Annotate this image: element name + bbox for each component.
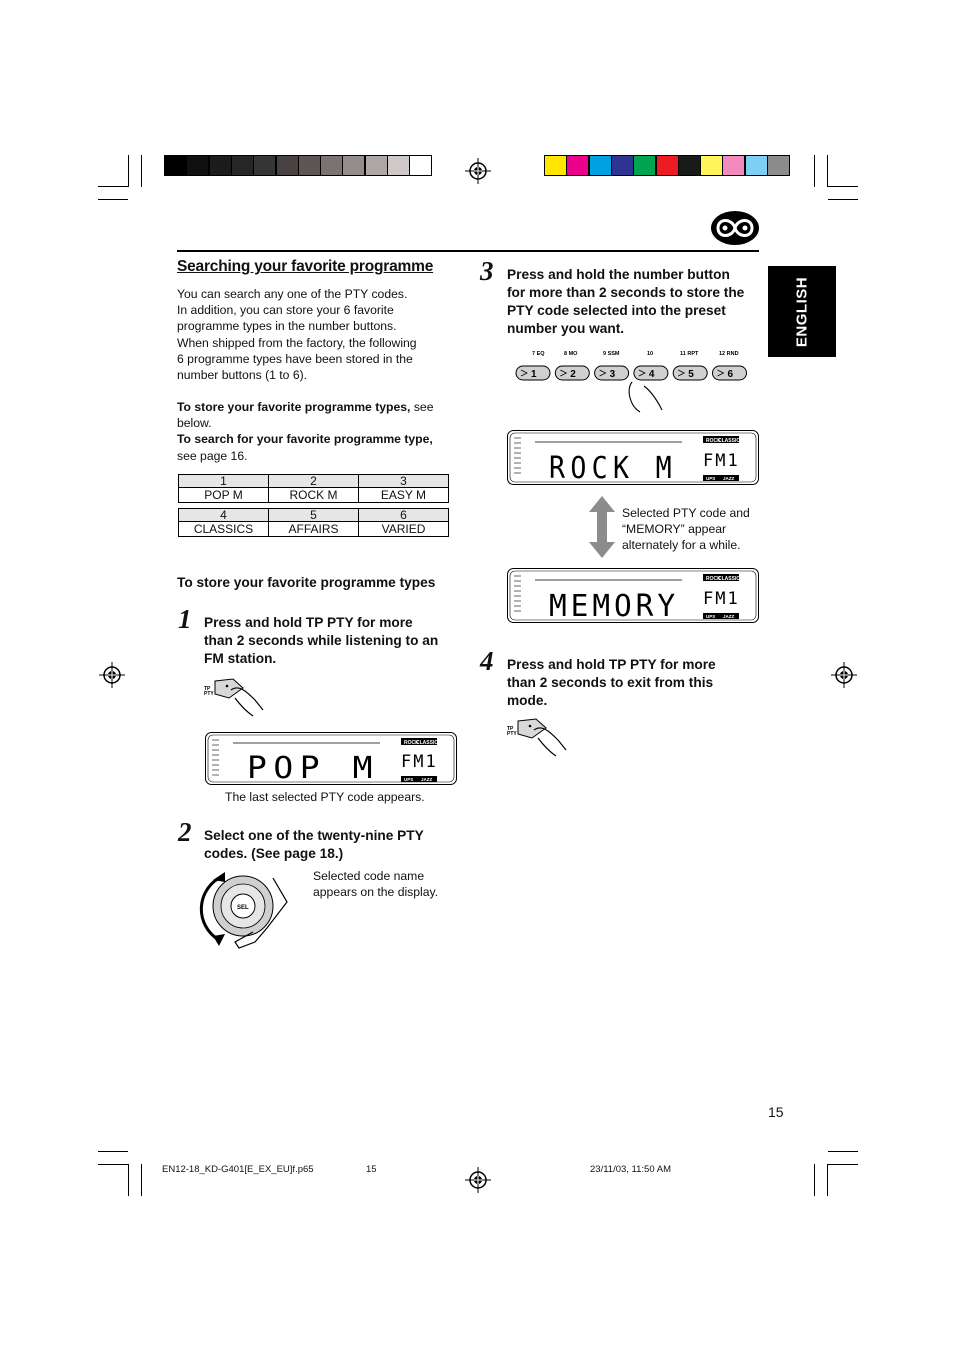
preset-button-label: 6 <box>727 369 734 380</box>
calibration-swatch <box>209 155 232 176</box>
number-button-secondary-label: 10 <box>647 351 654 357</box>
calibration-swatch <box>164 155 187 176</box>
preset-number: 2 <box>269 475 359 488</box>
calibration-swatch <box>253 155 276 176</box>
calibration-swatch <box>656 155 679 176</box>
header-rule <box>177 250 759 252</box>
number-button-secondary-label: 8 MO <box>564 351 578 357</box>
calibration-swatch <box>365 155 388 176</box>
last-selected-caption: The last selected PTY code appears. <box>225 790 425 804</box>
preset-button-label: 5 <box>688 369 694 380</box>
step-number: 2 <box>178 817 192 847</box>
preset-button-3[interactable] <box>595 366 629 380</box>
calibration-swatch <box>589 155 612 176</box>
step-line: Select one of the twenty-nine PTY <box>204 828 424 843</box>
display-band-text: FM1 <box>401 752 438 772</box>
tp-label: TP <box>507 726 514 732</box>
calibration-swatch <box>678 155 701 176</box>
display-pop-m <box>205 732 457 785</box>
preset-button-label: 1 <box>531 369 537 380</box>
mode-label-jazz: JAZZ <box>723 614 735 619</box>
alternating-double-arrow <box>589 496 615 558</box>
preset-number: 1 <box>179 475 269 488</box>
section-tab-label: ENGLISH <box>793 276 811 347</box>
mode-label-jazz: JAZZ <box>421 777 433 782</box>
number-button-secondary-label: 7 EQ <box>532 351 545 357</box>
calibration-swatch <box>611 155 634 176</box>
step-line: Press and hold the number button <box>507 267 730 282</box>
preset-button-label: 4 <box>648 369 655 380</box>
preset-number: 5 <box>269 509 359 522</box>
reference-notes <box>177 399 467 464</box>
step-line: than 2 seconds to exit from this <box>507 675 714 690</box>
step-number: 4 <box>480 646 494 676</box>
intro-line: 6 programme types have been stored in the <box>177 351 413 366</box>
display-main-text: MEMORY <box>549 589 679 624</box>
intro-line: In addition, you can store your 6 favorite <box>177 303 394 318</box>
alternate-caption <box>622 505 772 553</box>
mode-label-classic: CLASSIC <box>718 576 740 582</box>
preset-pty: POP M <box>179 488 269 503</box>
pty-label: PTY <box>204 691 214 697</box>
mode-label-classic: CLASSIC <box>718 438 740 444</box>
intro-line: programme types in the number buttons. <box>177 319 397 334</box>
radio-wave-icon <box>710 210 760 246</box>
footer-page: 15 <box>366 1164 377 1175</box>
step-2-text <box>204 827 464 863</box>
step-line: number you want. <box>507 321 625 336</box>
section-title: Searching your favorite programme <box>177 258 434 275</box>
search-reference-line2: see page 16. <box>177 448 248 463</box>
step-line: for more than 2 seconds to store the <box>507 285 745 300</box>
calibration-swatch <box>186 155 209 176</box>
intro-line: You can search any one of the PTY codes. <box>177 287 408 301</box>
intro-paragraph <box>177 286 467 383</box>
number-button-secondary-label: 12 RND <box>719 351 739 357</box>
registration-mark-right <box>831 662 857 688</box>
search-reference-bold: To search for your favorite programme type, <box>177 432 433 447</box>
calibration-swatch <box>387 155 410 176</box>
calibration-swatch <box>231 155 254 176</box>
calibration-swatch <box>745 155 768 176</box>
page-number: 15 <box>768 1104 784 1120</box>
preset-button-label: 2 <box>570 369 576 380</box>
calibration-swatch <box>633 155 656 176</box>
calibration-swatch <box>767 155 790 176</box>
footer-filename: EN12-18_KD-G401[E_EX_EU]f.p65 <box>162 1164 314 1175</box>
code-name-caption <box>313 868 453 900</box>
calibration-swatch <box>566 155 589 176</box>
section-tab <box>768 266 836 357</box>
store-reference-rest: see <box>410 400 434 414</box>
display-band-text: FM1 <box>703 589 740 609</box>
step-line: FM station. <box>204 651 277 666</box>
step-line: PTY code selected into the preset <box>507 303 726 318</box>
preset-number: 4 <box>179 509 269 522</box>
tp-pty-press-illustration <box>506 716 570 760</box>
intro-line: When shipped from the factory, the following <box>177 335 417 350</box>
number-button-secondary-label: 9 SSM <box>603 351 620 357</box>
pty-preset-table-row1 <box>178 474 449 503</box>
step-number: 1 <box>178 604 192 634</box>
display-band-text: FM1 <box>703 451 740 471</box>
step-1-text <box>204 614 464 668</box>
caption-line: “MEMORY” appear <box>622 522 727 536</box>
sel-label: SEL <box>237 905 249 911</box>
calibration-swatch <box>409 155 432 176</box>
calibration-swatch <box>700 155 723 176</box>
registration-mark-bottom <box>465 1167 491 1193</box>
mode-label-ups: UPS <box>706 476 716 481</box>
preset-pty: AFFAIRS <box>269 522 359 537</box>
caption-line: alternately for a while. <box>622 538 741 552</box>
pty-label: PTY <box>507 731 517 737</box>
mode-label-jazz: JAZZ <box>723 476 735 481</box>
registration-mark-top <box>465 158 491 184</box>
store-reference-line2: below. <box>177 416 212 431</box>
mode-label-rock: ROCK <box>706 438 721 444</box>
preset-number: 3 <box>359 475 449 488</box>
tp-pty-press-illustration <box>203 676 267 720</box>
step-number: 3 <box>480 256 494 286</box>
preset-pty: EASY M <box>359 488 449 503</box>
preset-button-5[interactable] <box>673 366 707 380</box>
preset-pty: CLASSICS <box>179 522 269 537</box>
step-line: codes. (See page 18.) <box>204 846 344 861</box>
preset-button-4[interactable] <box>634 366 668 380</box>
procedure-heading: To store your favorite programme types <box>177 575 436 590</box>
mode-label-ups: UPS <box>404 777 414 782</box>
mode-label-rock: ROCK <box>404 740 419 746</box>
calibration-swatch <box>320 155 343 176</box>
pty-preset-table-row2 <box>178 508 449 537</box>
number-button-secondary-label: 11 RPT <box>680 351 699 357</box>
intro-line: number buttons (1 to 6). <box>177 368 308 383</box>
step-line: Press and hold TP PTY for more <box>507 657 716 672</box>
step-3-text <box>507 266 767 338</box>
step-line: mode. <box>507 693 548 708</box>
display-main-text: ROCK M <box>549 451 677 486</box>
mode-label-rock: ROCK <box>706 576 721 582</box>
store-reference-bold: To store your favorite programme types, <box>177 400 411 414</box>
caption-line: Selected code name <box>313 869 425 883</box>
preset-button-2[interactable] <box>555 366 589 380</box>
calibration-swatch <box>544 155 567 176</box>
registration-mark-left <box>99 662 125 688</box>
step-line: Press and hold TP PTY for more <box>204 615 413 630</box>
caption-line: Selected PTY code and <box>622 506 750 520</box>
display-main-text: POP M <box>247 751 379 786</box>
display-rock-m <box>507 430 759 485</box>
calibration-swatch <box>722 155 745 176</box>
control-dial-illustration <box>203 868 295 958</box>
calibration-swatch <box>342 155 365 176</box>
tp-label: TP <box>204 686 211 692</box>
preset-number: 6 <box>359 509 449 522</box>
mode-label-ups: UPS <box>706 614 716 619</box>
preset-button-1[interactable] <box>516 366 550 380</box>
calibration-swatch <box>276 155 299 176</box>
preset-pty: ROCK M <box>269 488 359 503</box>
number-buttons-illustration <box>514 346 754 416</box>
step-4-text <box>507 656 767 710</box>
caption-line: appears on the display. <box>313 885 439 899</box>
display-memory <box>507 568 759 623</box>
step-line: than 2 seconds while listening to an <box>204 633 439 648</box>
footer-date: 23/11/03, 11:50 AM <box>590 1164 671 1175</box>
mode-label-classic: CLASSIC <box>416 740 438 746</box>
calibration-swatch <box>298 155 321 176</box>
preset-button-label: 3 <box>609 369 616 380</box>
preset-pty: VARIED <box>359 522 449 537</box>
preset-button-6[interactable] <box>713 366 747 380</box>
